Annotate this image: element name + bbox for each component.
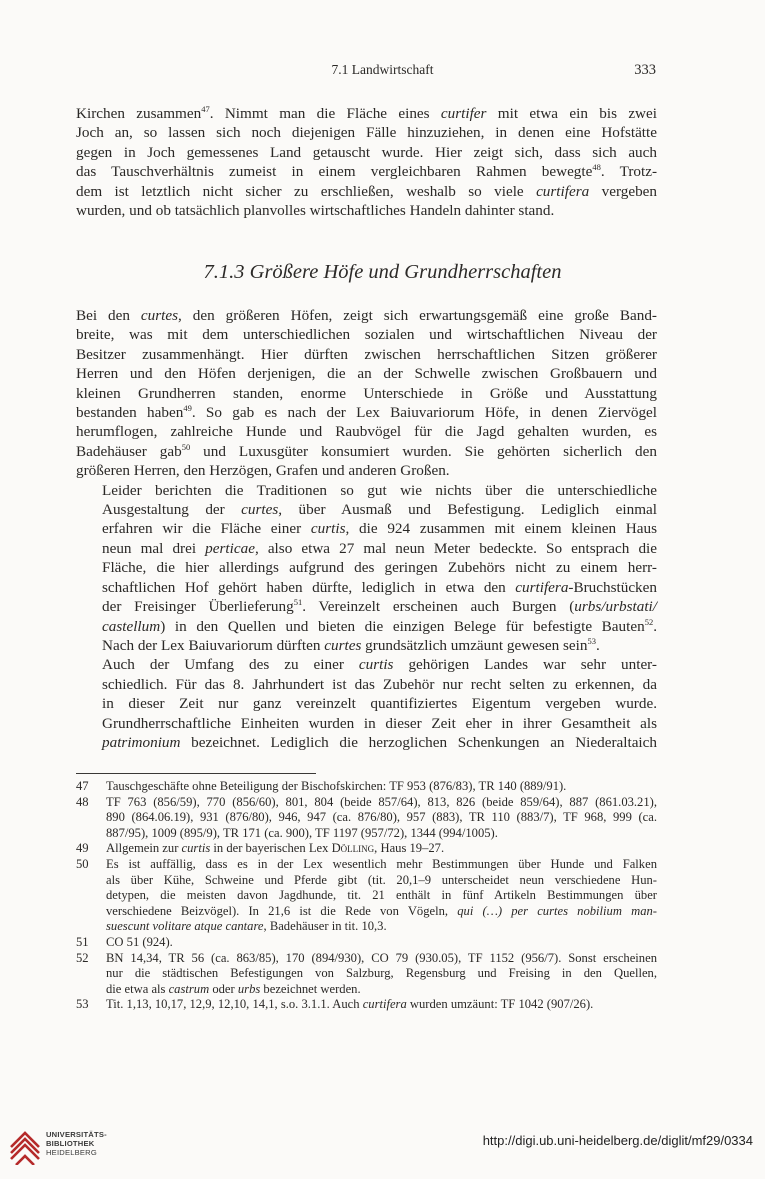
latin-term: curtifer — [440, 105, 487, 122]
latin-term: castrum — [168, 981, 210, 996]
text-run: Allgemein zur — [106, 841, 182, 856]
footnote-line — [106, 919, 657, 935]
footnote-ref-52[interactable]: 52 — [644, 616, 654, 627]
footnote-number: 50 — [76, 856, 89, 871]
text-run: . — [653, 617, 657, 635]
footnote-line — [106, 904, 657, 920]
text-run: . So gab es nach der Lex Baiuvariorum Höfe, in denen Ziervögel — [191, 404, 657, 422]
text-line — [76, 500, 657, 519]
footnote-50 — [76, 857, 657, 935]
footnote-text — [106, 857, 657, 935]
latin-term: curtes — [140, 307, 179, 324]
text-run: in der bayerischen Lex — [210, 841, 332, 856]
footnote-ref-53[interactable]: 53 — [587, 635, 596, 646]
running-head — [0, 62, 765, 82]
footnote-text — [106, 841, 657, 857]
text-run: der Freisinger Überlieferung — [102, 598, 294, 616]
text-line: Leider berichten die Traditionen so gut wie nichts über die unterschiedliche — [102, 481, 657, 499]
text-run: mit etwa ein bis zwei — [486, 105, 657, 122]
text-line: Herren und den Höfen derjenigen, die an der Schwelle zwischen Großbauern und — [76, 365, 657, 383]
text-run: . Trotz- — [600, 163, 658, 181]
footnote-line: BN 14,34, TR 56 (ca. 863/85), 170 (894/930), CO 79 (930.05), TF 1152 (956/7). Sonst erscheinen — [106, 950, 657, 965]
paragraph-4 — [76, 655, 657, 752]
latin-term: perticae — [205, 539, 255, 557]
text-line — [76, 539, 657, 558]
footnote-49 — [76, 841, 657, 857]
section-heading: 7.1.3 Größere Höfe und Grundherrschaften — [203, 261, 562, 283]
footnote-line — [106, 982, 657, 998]
text-run: schaftlichen Hof gehört haben dürfte, lediglich in etwa den — [102, 578, 516, 596]
text-run: verschiedene Beizvögel). In 21,6 ist die Rede von Vögeln, — [106, 903, 458, 918]
main-text — [76, 306, 657, 752]
footnote-divider — [76, 773, 316, 774]
text-line: Joch an, so lassen sich noch diejenigen Fälle hinzuziehen, in denen eine Hofstätte — [76, 124, 657, 142]
footnote-53 — [76, 997, 657, 1013]
footnote-text: CO 51 (924). — [106, 934, 173, 949]
footnote-number: 53 — [76, 997, 89, 1012]
footnote-47 — [76, 779, 657, 795]
footnotes — [76, 779, 657, 1013]
text-line — [76, 442, 657, 461]
text-line — [76, 306, 657, 325]
footnote-number: 49 — [76, 841, 89, 856]
text-line — [76, 655, 657, 674]
latin-term: urbs — [237, 981, 261, 996]
footnote-text: Tauschgeschäfte ohne Beteiligung der Bischofskirchen: TF 953 (876/83), TR 140 (889/91). — [106, 779, 567, 793]
latin-term: curtis — [358, 656, 394, 674]
footnote-line: TF 763 (856/59), 770 (856/60), 801, 804 (beide 857/64), 813, 826 (beide 859/64), 887 (861.03.21), — [106, 794, 657, 809]
footnote-text — [106, 997, 657, 1013]
footnote-line: detypen, die meisten davon Jagdhunde, tit. 21 enthält in fünf Artikeln Bestimmungen über — [106, 888, 657, 903]
text-line: breite, was mit dem unterschiedlichen sozialen und wirtschaftlichen Niveau der — [76, 326, 657, 344]
text-run: . — [595, 636, 600, 654]
text-run: dem ist letztlich nicht sicher zu erschließen, weshalb so viele — [76, 182, 537, 200]
text-run: bestanden haben — [76, 404, 184, 422]
text-run: Auch der Umfang des zu einer — [102, 656, 359, 674]
text-run: bezeichnet werden. — [260, 981, 361, 996]
text-line: gegen in Joch gemessenes Land getauscht wurde. Hier zeigt sich, dass sich auch — [76, 143, 657, 161]
text-line — [76, 578, 657, 597]
paragraph-2 — [76, 306, 657, 481]
text-run: das Tauschverhältnis zumeist in einem vergleichbaren Rahmen bewegte — [76, 163, 593, 181]
text-line: Besitzer zusammenhängt. Hier dürften zwischen herrschaftlichen Sitzen größerer — [76, 345, 657, 363]
text-run: Kirchen zusammen — [76, 105, 202, 122]
text-run: , Haus 19–27. — [374, 841, 445, 856]
text-run: , also etwa 27 mal neun Meter bedeckte. So entsprach die — [254, 539, 657, 557]
text-run: , Badehäuser in tit. 10,3. — [263, 919, 387, 934]
text-run: ) in den Quellen und bieten die einzigen Belege für befestigte Bauten — [160, 617, 645, 635]
footnote-number: 52 — [76, 950, 89, 965]
footnote-line: 887/95), 1009 (895/9), TR 171 (ca. 900), TF 1197 (957/72), 1344 (994/1005). — [106, 825, 498, 840]
latin-term: patrimonium — [102, 733, 181, 751]
text-run: erfahren wir die Fläche einer — [102, 520, 311, 538]
text-line: schiedlich. Für das 8. Jahrhundert ist das Zubehör nur recht selten zu erkennen, da — [102, 675, 657, 693]
footnote-text — [106, 951, 657, 998]
permalink-url[interactable]: http://digi.ub.uni-heidelberg.de/diglit/mf29/0334 — [482, 1133, 753, 1148]
text-run: Tit. 1,13, 10,17, 12,9, 12,10, 14,1, s.o. 3.1.1. Auch — [106, 997, 363, 1012]
footnote-number: 48 — [76, 794, 89, 809]
text-line — [76, 182, 657, 201]
text-line: Fläche, die hier allerdings aufgrund des geringen Zubehörs nicht zu einem herr- — [102, 559, 657, 577]
text-line: größeren Herren, den Herzögen, Grafen und anderen Großen. — [76, 462, 450, 480]
text-run: Nach der Lex Baiuvariorum dürften — [102, 636, 325, 654]
footnote-line: nur die städtischen Befestigungen von Salzburg, Regensburg und Freising in den Quellen, — [106, 966, 657, 981]
text-run: . Vereinzelt erscheinen auch Burgen ( — [302, 598, 575, 616]
latin-term: curtifera — [515, 578, 569, 596]
text-run: die etwa als — [106, 981, 169, 996]
text-run: und Luxusgüter konsumiert wurden. Sie gehörten sicherlich den — [190, 442, 657, 460]
page-number: 333 — [634, 62, 656, 78]
university-library-logo[interactable] — [8, 1125, 108, 1169]
text-line — [76, 597, 657, 616]
text-line: wurden, und ob tatsächlich planvolles wirtschaftliches Handeln dahinter stand. — [76, 202, 555, 220]
text-run: , über Ausmaß und Befestigung. Lediglich einmal — [278, 501, 657, 519]
text-line — [76, 617, 657, 636]
latin-term: urbs/urbstati/ — [574, 598, 657, 616]
library-name — [46, 1130, 107, 1157]
latin-term: curtis — [181, 841, 211, 856]
library-emblem-icon — [8, 1125, 42, 1165]
text-run: Badehäuser gab — [76, 442, 182, 460]
latin-term: curtifera — [362, 997, 407, 1012]
footnote-text — [106, 795, 657, 842]
footnote-52 — [76, 951, 657, 998]
text-run: . Nimmt man die Fläche eines — [209, 105, 441, 122]
latin-quote: suescunt volitare atque cantare — [106, 919, 264, 934]
text-line: herumflogen, zahlreiche Hunde und Raubvögel für die Jagd gehalten wurden, es — [76, 423, 657, 441]
latin-term: curtes — [241, 501, 279, 519]
footnote-ref-50[interactable]: 50 — [181, 441, 191, 452]
text-line — [76, 403, 657, 422]
text-run: neun mal drei — [102, 539, 206, 557]
footnote-line: 890 (864.06.19), 931 (876/80), 946, 947 (ca. 876/80), 957 (883), TR 110 (883/7), TF 968, 999 (ca. — [106, 810, 657, 825]
footnote-number: 51 — [76, 934, 89, 949]
latin-quote: qui (…) per curtes nobilium man- — [457, 903, 657, 918]
text-run: Ausgestaltung der — [102, 501, 242, 519]
text-run: , den größeren Höfen, zeigt sich erwartungsgemäß eine große Band- — [178, 307, 657, 324]
footnote-ref-51[interactable]: 51 — [293, 597, 303, 608]
text-run: grundsätzlich umzäunt gewesen sein — [361, 636, 588, 654]
text-run: , die 924 zusammen mit einem kleinen Haus — [345, 520, 657, 538]
text-line — [76, 733, 657, 752]
text-line — [76, 104, 657, 123]
text-line: in dieser Zeit nur ganz vereinzelt quantifiziertes Eigentum vergeben wurde. — [102, 695, 657, 713]
text-run: Bei den — [76, 307, 141, 324]
paragraph-1 — [76, 104, 657, 220]
latin-term: castellum — [102, 617, 161, 635]
latin-term: curtifera — [536, 182, 590, 200]
text-run: gehörigen Landes war sehr unter- — [393, 656, 657, 674]
footnote-ref-48[interactable]: 48 — [592, 162, 601, 173]
latin-term: curtis — [310, 520, 346, 538]
paragraph-3 — [76, 481, 657, 656]
text-run: bezeichnet. Lediglich die herzoglichen Schenkungen an Niederaltaich — [180, 733, 657, 751]
logo-line: HEIDELBERG — [46, 1148, 97, 1157]
text-line — [76, 519, 657, 538]
running-title: 7.1 Landwirtschaft — [331, 62, 434, 77]
logo-line: BIBLIOTHEK — [46, 1139, 95, 1148]
footnote-ref-49[interactable]: 49 — [183, 403, 192, 414]
footnote-line: als über Kühe, Schweine und Pferde gibt (tit. 20,1–9 unterscheidet neun verschiedene Hun- — [106, 872, 657, 887]
text-line: kleinen Grundherren standen, enorme Unterschiede in Größe und Ausstattung — [76, 384, 657, 402]
text-run: -Bruchstücken — [568, 578, 657, 596]
text-run: vergeben — [589, 182, 657, 200]
footnote-48 — [76, 795, 657, 842]
footnote-number: 47 — [76, 779, 89, 793]
text-line — [76, 636, 657, 655]
text-run: wurden umzäunt: TF 1042 (907/26). — [406, 997, 594, 1012]
logo-line: UNIVERSITÄTS- — [46, 1130, 107, 1139]
latin-term: curtes — [324, 636, 362, 654]
text-run: oder — [209, 981, 238, 996]
footnote-ref-47[interactable]: 47 — [201, 104, 210, 114]
text-line — [76, 162, 657, 181]
footnote-51 — [76, 935, 657, 951]
author-name: Dölling — [331, 841, 375, 856]
footnote-line: Es ist auffällig, dass es in der Lex wesentlich mehr Bestimmungen über Hunde und Falken — [106, 856, 657, 871]
text-line: Grundherrschaftliche Einheiten wurden in dieser Zeit eher in ihrer Gesamtheit als — [102, 714, 657, 732]
